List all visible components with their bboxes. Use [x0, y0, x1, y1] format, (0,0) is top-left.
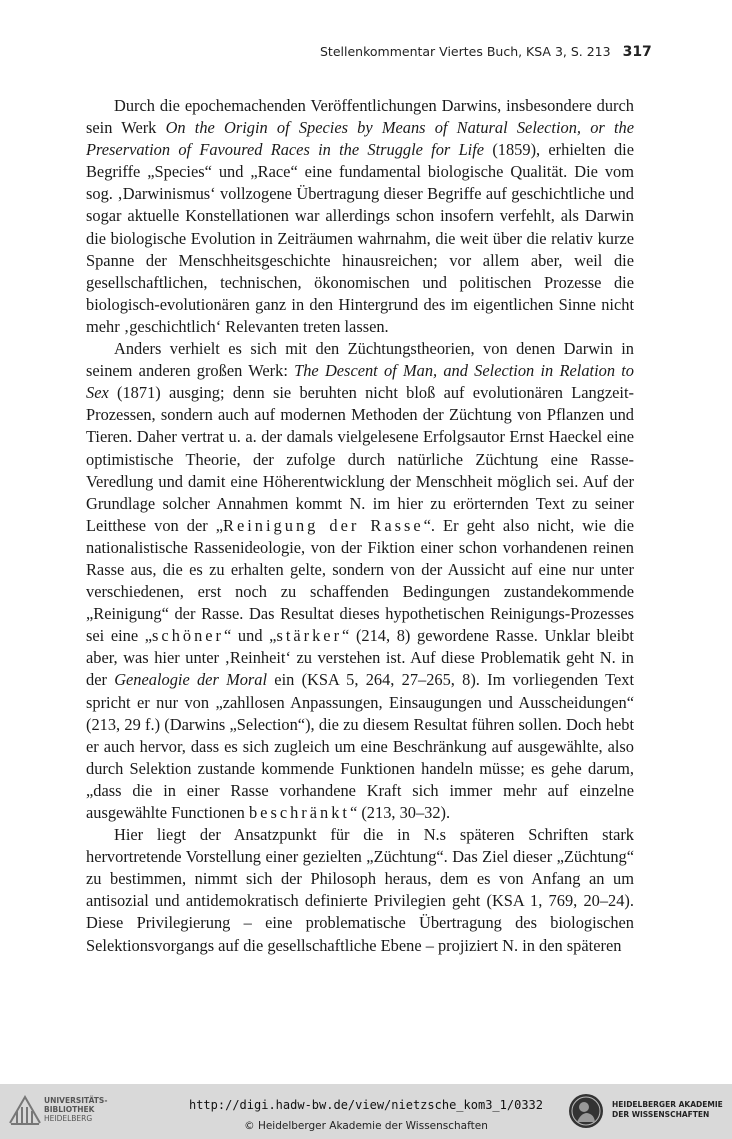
- library-name-line: UNIVERSITÄTS-: [44, 1096, 108, 1105]
- academy-name-line: DER WISSENSCHAFTEN: [612, 1110, 710, 1119]
- spaced-emphasis: stärker: [276, 626, 343, 646]
- text-run: “. Er geht also nicht, wie die nationalistische Rassenideologie, von der Fiktion einer schon vorhandenen reinen Rasse aus, die es zu erhalten gelte, sondern von der Aussicht auf eine nur unter verschiedenen, erst noch zu schaffenden Bedingungen zustandekommende „Reinigung“ der Rasse. Das Resultat dieses hypothetischen Reinigungs-Prozesses sei eine „: [86, 515, 634, 646]
- paragraph-1: [86, 95, 634, 338]
- text-run: “ und „: [224, 626, 277, 646]
- spaced-emphasis: beschränkt: [248, 803, 350, 822]
- page-number: 317: [622, 44, 652, 60]
- text-run: ein (KSA 5, 264, 27–265, 8). Im vorliegenden Text spricht er nur von „zahllosen Anpassungen, Einsaugungen und Ausscheidungen“ (213, 29 f.) (Darwins „Selection“), die zu diesem Resultat führen sollen. Doch hebt er auch hervor, dass es sich zugleich um eine Beschränkung auf ausgewählte, also durch Selektion zustande kommende Funktionen handeln müsse; es gehe darum, „dass die in einer Rasse vorhandene Kraft sich immer mehr auf einzelne ausgewählte Functionen: [86, 670, 635, 822]
- spaced-emphasis: Reinigung der Rasse: [223, 515, 424, 535]
- library-name-line: HEIDELBERG: [44, 1114, 93, 1123]
- copyright-notice: © Heidelberger Akademie der Wissenschaften: [244, 1120, 488, 1132]
- source-url-link[interactable]: http://digi.hadw-bw.de/view/nietzsche_kom3_1/0332: [188, 1098, 543, 1112]
- main-text: [86, 95, 634, 957]
- academy-name-line: HEIDELBERGER AKADEMIE: [612, 1100, 723, 1109]
- text-run: (1859), erhielten die Begriffe „Species“ und „Race“ eine fundamental biologische Qualität. Die vom sog. ‚Darwinismus‘ vollzogene Übertragung dieser Begriffe auf geschichtliche und sogar aktuelle Konstellationen war allerdings schon insofern verfehlt, als Darwin die biologische Evolution in Zeiträumen wahrnahm, die weit über die relativ kurze Spanne der Menschheitsgeschichte hinausreichen; vor allem aber, weil die gesellschaftlichen, technischen, ökonomischen und politischen Prozesse die biologisch-evolutionären ganz in den Hintergrund des im eigentlichen Sinne nicht mehr ‚geschichtlich‘ Relevanten treten lassen.: [86, 140, 635, 336]
- digitization-footer: [0, 1084, 732, 1139]
- text-run: (1871) ausging; denn sie beruhten nicht bloß auf evolutionären Langzeit-Prozessen, sondern auch auf modernen Methoden der Züchtung von Pflanzen und Tieren. Daher vertrat u. a. der damals vielgelesene Erfolgsautor Ernst Haeckel eine optimistische Theorie, der zufolge durch natürliche Züchtung eine Rasse-Veredlung und damit eine Höherentwicklung der Menschheit möglich sei. Auf der Grundlage solcher Annahmen kommt N. im hier zu erörternden Text zu seiner Leitthese von der „: [86, 383, 634, 535]
- book-title: Genealogie der Moral: [114, 670, 268, 690]
- paragraph-2: [86, 338, 634, 824]
- text-run: “ (213, 30–32).: [349, 803, 451, 822]
- book-title: The Descent of Man, and Selection in Relation to Sex: [86, 361, 634, 403]
- library-name-line: BIBLIOTHEK: [44, 1105, 95, 1114]
- text-run: Anders verhielt es sich mit den Züchtungstheorien, von denen Darwin in seinem anderen großen Werk:: [86, 339, 634, 381]
- paragraph-3: Hier liegt der Ansatzpunkt für die in N.s späteren Schriften stark hervortretende Vorstellung einer gezielten „Züchtung“. Das Ziel dieser „Züchtung“ zu bestimmen, nimmt sich der Philosoph heraus, dem es von Anfang an um antisozial und antidemokratisch definierte Privilegien geht (KSA 1, 769, 20–24). Diese Privilegierung – eine problematische Übertragung des biologischen Selektionsvorgangs auf die gesellschaftliche Ebene – projiziert N. in den späteren: [86, 825, 634, 955]
- spaced-emphasis: schöner: [152, 626, 225, 646]
- academy-seal-icon: [567, 1092, 605, 1130]
- text-run: Durch die epochemachenden Veröffentlichungen Darwins, insbesondere durch sein Werk: [86, 96, 634, 138]
- book-title: On the Origin of Species by Means of Natural Selection, or the Preservation of Favoured Races in the Struggle for Life: [86, 118, 635, 160]
- running-header: [320, 44, 652, 60]
- running-title: Stellenkommentar Viertes Buch, KSA 3, S. 213: [320, 44, 611, 59]
- academy-name: [612, 1100, 723, 1120]
- text-run: “ (214, 8) gewordene Rasse. Unklar bleibt aber, was hier unter ‚Reinheit‘ zu verstehen ist. Auf diese Problematik geht N. in der: [86, 626, 634, 690]
